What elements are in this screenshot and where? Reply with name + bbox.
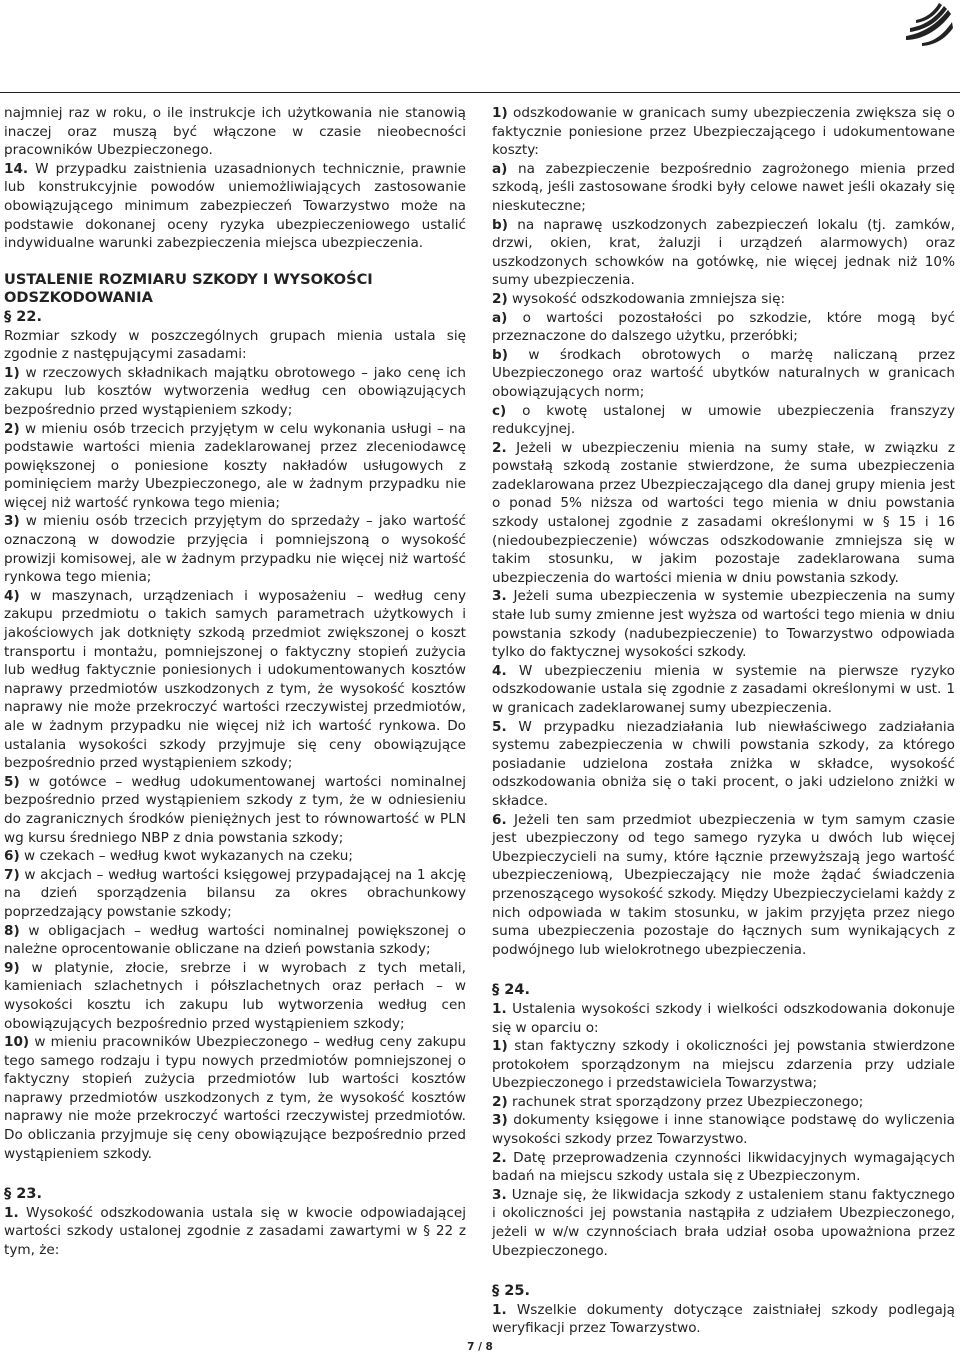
- clause-text: w mieniu osób trzecich przyjętym w celu wykonania usługi – na podstawie wartości mienia zadeklarowanej przez zleceniodawcę powiększonej o poniesione koszty nakładów usługowych z pominięciem marży Ubezpieczonego, ale w żadnym przypadku nie więcej niż wartość rynkowa tego mienia;: [4, 420, 466, 511]
- clause-paragraph: [4, 420, 466, 513]
- clause-number: 14.: [4, 160, 29, 177]
- clause-text: w gotówce – według udokumentowanej wartości nominalnej bezpośrednio przed wystąpieniem szkody z tym, że w odniesieniu do zagranicznych środków pieniężnych jest to równowartość w PLN wg kursu średniego NBP z dnia powstania szkody;: [4, 773, 466, 846]
- clause-paragraph: [492, 1301, 955, 1338]
- clause-text: W przypadku niezadziałania lub niewłaściwego zadziałania systemu zabezpieczenia w chwili powstania szkody, za którego posiadanie udzielona została zniżka w składce, wysokość odszkodowania obniża się o taki procent, o jaki udzielono zniżki w składce.: [492, 718, 955, 809]
- clause-paragraph: [492, 346, 955, 402]
- right-column: [492, 104, 955, 1338]
- clause-text: Rozmiar szkody w poszczególnych grupach mienia ustala się zgodnie z następującymi zasadami:: [4, 327, 466, 363]
- clause-paragraph: [4, 587, 466, 773]
- clause-number: 3.: [492, 588, 507, 605]
- clause-paragraph: [492, 290, 955, 309]
- clause-paragraph: [492, 811, 955, 960]
- clause-paragraph: [492, 1000, 955, 1037]
- clause-text: Uznaje się, że likwidacja szkody z ustaleniem stanu faktycznego i okoliczności jej powstania nastąpiła z udziałem Ubezpieczonego, jeżeli w w/w czynnościach brała udział osoba upoważniona przez Ubezpieczonego.: [492, 1186, 955, 1259]
- paragraph-number: § 24.: [492, 982, 530, 999]
- paragraph-number: § 22.: [4, 308, 42, 325]
- clause-text: w platynie, złocie, srebrze i w wyrobach z tych metali, kamieniach szlachetnych i półszlachetnych oraz perłach – w wysokości kosztu ich zakupu lub wytworzenia według cen obowiązujących bezpośrednio przed wystąpieniem szkody;: [4, 959, 466, 1032]
- clause-text: w rzeczowych składnikach majątku obrotowego – jako cenę ich zakupu lub kosztów wytworzenia według cen obowiązujących bezpośrednio przed wystąpieniem szkody;: [4, 364, 466, 418]
- clause-paragraph: [4, 847, 466, 866]
- clause-paragraph: [492, 439, 955, 588]
- clause-number: 10): [4, 1034, 30, 1051]
- clause-number: 1.: [492, 1000, 507, 1017]
- clause-paragraph: [492, 718, 955, 811]
- clause-number: 5): [4, 773, 20, 790]
- page-number: 7 / 8: [467, 1341, 493, 1353]
- clause-number: 2): [4, 420, 20, 437]
- clause-paragraph: [492, 1149, 955, 1186]
- clause-text: w obligacjach – według wartości nominalnej powiększonej o należne oprocentowanie obliczane na dzień powstania szkody;: [4, 922, 466, 958]
- clause-paragraph: [492, 1093, 955, 1112]
- clause-text: Jeżeli ten sam przedmiot ubezpieczenia w tym samym czasie jest ubezpieczony od tego samego ryzyka u dwóch lub więcej Ubezpieczycieli na sumy, które łącznie przewyższają jego wartość ubezpieczeniową, Ubezpieczający nie może żądać świadczenia przenoszącego wysokość szkody. Między Ubezpieczycielami każdy z nich odpowiada w takim stosunku, w jakim przyjęta przez niego suma ubezpieczenia pozostaje do łącznych sum wynikających z podwójnego lub wielokrotnego ubezpieczenia.: [492, 811, 955, 958]
- section-spacer: [492, 1260, 955, 1282]
- clause-paragraph: [492, 309, 955, 346]
- clause-number: b): [492, 346, 508, 363]
- clause-text: w mieniu osób trzecich przyjętym do sprzedaży – jako wartość oznaczoną w dowodzie przyjęcia i pomniejszoną o wysokość prowizji komisowej, ale w żadnym przypadku nie więcej niż wartość rynkowa tego mienia;: [4, 513, 467, 586]
- clause-paragraph: [4, 364, 466, 420]
- clause-paragraph: [4, 104, 466, 160]
- clause-text: odszkodowanie w granicach sumy ubezpieczenia zwiększa się o faktycznie poniesione przez Ubezpieczającego i udokumentowane koszty:: [492, 105, 955, 159]
- clause-paragraph: [492, 1037, 955, 1093]
- section-heading: USTALENIE ROZMIARU SZKODY I WYSOKOŚCI ODSZKODOWANIA: [4, 270, 373, 307]
- clause-text: Jeżeli w ubezpieczeniu mienia na sumy stałe, w związku z powstałą szkodą zostanie stwierdzone, że suma ubezpieczenia zadeklarowana przez Ubezpieczającego dla danej grupy mienia jest o ponad 5% niższa od wartości tego mienia w dniu powstania szkody ustalonej zgodnie z zasadami określonymi w § 15 i 16 (niedoubezpieczenie) wówczas odszkodowanie zmniejsza się w takim stosunku, w jakim pozostaje zadeklarowana suma ubezpieczenia do wartości mienia w dniu powstania szkody.: [492, 439, 955, 586]
- clause-number: 1): [492, 1038, 508, 1055]
- clause-text: W ubezpieczeniu mienia w systemie na pierwsze ryzyko odszkodowanie ustala się zgodnie z zasadami określonymi w ust. 1 w granicach zadeklarowanej sumy ubezpieczenia.: [492, 662, 955, 716]
- clause-number: 3): [492, 1112, 508, 1129]
- clause-number: c): [492, 402, 507, 419]
- clause-text: Wysokość odszkodowania ustala się w kwocie odpowiadającej wartości szkody ustalonej zgodnie z zasadami zawartymi w § 22 z tym, że:: [4, 1204, 466, 1259]
- clause-number: 7): [4, 866, 20, 883]
- clause-number: 4): [4, 587, 20, 604]
- clause-number: 5.: [492, 718, 507, 735]
- clause-text: w czekach – według kwot wykazanych na czeku;: [24, 848, 353, 865]
- clause-number: 2.: [492, 1149, 507, 1166]
- clause-paragraph: [492, 216, 955, 290]
- paragraph-number: § 23.: [4, 1186, 42, 1203]
- clause-number: 1.: [4, 1204, 19, 1221]
- clause-text: na zabezpieczenie bezpośrednio zagrożonego mienia przed szkodą, jeśli zastosowane środki były celowe nawet jeśli okazały się nieskuteczne;: [492, 160, 955, 214]
- clause-number: 2): [492, 290, 508, 307]
- clause-number: a): [492, 160, 508, 177]
- clause-paragraph: [492, 587, 955, 661]
- clause-number: 8): [4, 922, 20, 939]
- clause-number: b): [492, 216, 508, 233]
- clause-text: najmniej raz w roku, o ile instrukcje ich użytkowania nie stanowią inaczej oraz muszą być włączone w czasie nieobecności pracowników Ubezpieczonego.: [4, 105, 466, 159]
- company-logo-icon: [904, 2, 954, 46]
- clause-number: a): [492, 309, 508, 326]
- clause-number: 1.: [492, 1301, 507, 1318]
- header-divider: [0, 92, 960, 93]
- clause-paragraph: [492, 1186, 955, 1260]
- clause-paragraph: [492, 104, 955, 160]
- clause-text: Datę przeprowadzenia czynności likwidacyjnych wymagających badań na miejscu szkody ustala się z Ubezpieczonym.: [492, 1149, 956, 1185]
- clause-number: 6): [4, 848, 20, 865]
- clause-text: dokumenty księgowe i inne stanowiące podstawę do wyliczenia wysokości szkody przez Towarzystwo.: [492, 1112, 956, 1148]
- clause-number: 2): [492, 1093, 508, 1110]
- clause-text: Wszelkie dokumenty dotyczące zaistniałej szkody podlegają weryfikacji przez Towarzystwo.: [492, 1301, 955, 1337]
- clause-paragraph: [4, 1033, 466, 1163]
- clause-number: 3.: [492, 1186, 507, 1203]
- clause-number: 9): [4, 959, 20, 976]
- clause-paragraph: [4, 773, 466, 847]
- clause-paragraph: [4, 866, 466, 922]
- clause-text: w akcjach – według wartości księgowej przypadającej na 1 akcję na dzień sporządzenia bilansu za okres obrachunkowy poprzedzający powstanie szkody;: [4, 866, 466, 920]
- clause-paragraph: [492, 402, 955, 439]
- clause-number: 2.: [492, 439, 507, 456]
- clause-text: o wartości pozostałości po szkodzie, które mogą być przeznaczone do dalszego użytku, przeróbki;: [492, 309, 955, 345]
- clause-text: W przypadku zaistnienia uzasadnionych technicznie, prawnie lub konstrukcyjnie powodów uniemożliwiających zastosowanie obowiązującego minimum zabezpieczeń Towarzystwo może na podstawie dokonanej oceny ryzyka ubezpieczeniowego ustalić indywidualne warunki zabezpieczenia miejsca ubezpieczenia.: [4, 160, 466, 252]
- clause-paragraph: [492, 662, 955, 718]
- clause-text: na naprawę uszkodzonych zabezpieczeń lokalu (tj. zamków, drzwi, okien, krat, żaluzji i urządzeń alarmowych) oraz uszkodzonych schowków na gotówkę, nie więcej jednak niż 10% sumy ubezpieczenia.: [492, 216, 956, 289]
- clause-text: w środkach obrotowych o marżę naliczaną przez Ubezpieczonego oraz wartość ubytków naturalnych w granicach obowiązujących norm;: [492, 346, 955, 400]
- clause-text: Ustalenia wysokości szkody i wielkości odszkodowania dokonuje się w oparciu o:: [492, 1000, 956, 1036]
- clause-number: 3): [4, 513, 20, 530]
- clause-paragraph: [4, 160, 466, 253]
- clause-paragraph: [4, 959, 466, 1033]
- left-column: [4, 104, 466, 1260]
- clause-text: Jeżeli suma ubezpieczenia w systemie ubezpieczenia na sumy stałe lub sumy zmienne jest wyższa od wartości tego mienia w dniu powstania szkody (nadubezpieczenie) to Towarzystwo odpowiada tylko do faktycznej wysokości szkody.: [492, 588, 955, 661]
- clause-paragraph: [4, 327, 466, 364]
- clause-text: o kwotę ustalonej w umowie ubezpieczenia franszyzy redukcyjnej.: [492, 402, 955, 438]
- clause-text: w mieniu pracowników Ubezpieczonego – według ceny zakupu tego samego rodzaju i typu nowych przedmiotów pomniejszonej o faktyczny stopień zużycia przedmiotów lub wartości kosztów naprawy przedmiotów uszkodzonych z tym, że wysokość kosztów naprawy nie może przekroczyć wartości rzeczywistej przedmiotów. Do obliczania przyjmuje się ceny obowiązujące bezpośrednio przed wystąpieniem szkody.: [4, 1034, 466, 1162]
- clause-text: rachunek strat sporządzony przez Ubezpieczonego;: [512, 1093, 864, 1110]
- clause-paragraph: [4, 512, 466, 586]
- clause-text: w maszynach, urządzeniach i wyposażeniu – według ceny zakupu przedmiotu o takich samych parametrach użytkowych i jakościowych jak dotknięty szkodą przedmiot zwiększonej o koszt transportu i montażu, pomniejszonej o faktyczny stopień zużycia lub według faktycznie poniesionych i udokumentowanych kosztów naprawy przedmiotów uszkodzonych z tym, że wysokość kosztów naprawy nie może przekroczyć wartości rzeczywistej przedmiotów, ale w żadnym przypadku nie więcej niż ich wartość rynkowa. Do ustalania wysokości szkody przyjmuje się ceny obowiązujące bezpośrednio przed wystąpieniem szkody;: [4, 587, 466, 772]
- section-spacer: [4, 1163, 466, 1185]
- clause-text: stan faktyczny szkody i okoliczności jej powstania stwierdzone protokołem sporządzonym na miejscu zdarzenia przy udziale Ubezpieczonego i przedstawiciela Towarzystwa;: [492, 1038, 955, 1092]
- clause-number: 6.: [492, 811, 507, 828]
- paragraph-number: § 25.: [492, 1283, 530, 1300]
- clause-paragraph: [492, 160, 955, 216]
- clause-paragraph: [4, 922, 466, 959]
- section-spacer: [492, 959, 955, 981]
- clause-text: wysokość odszkodowania zmniejsza się:: [512, 290, 786, 307]
- clause-number: 4.: [492, 662, 507, 679]
- clause-number: 1): [4, 364, 20, 381]
- clause-number: 1): [492, 105, 508, 121]
- clause-paragraph: [492, 1111, 955, 1148]
- clause-paragraph: [4, 1204, 466, 1260]
